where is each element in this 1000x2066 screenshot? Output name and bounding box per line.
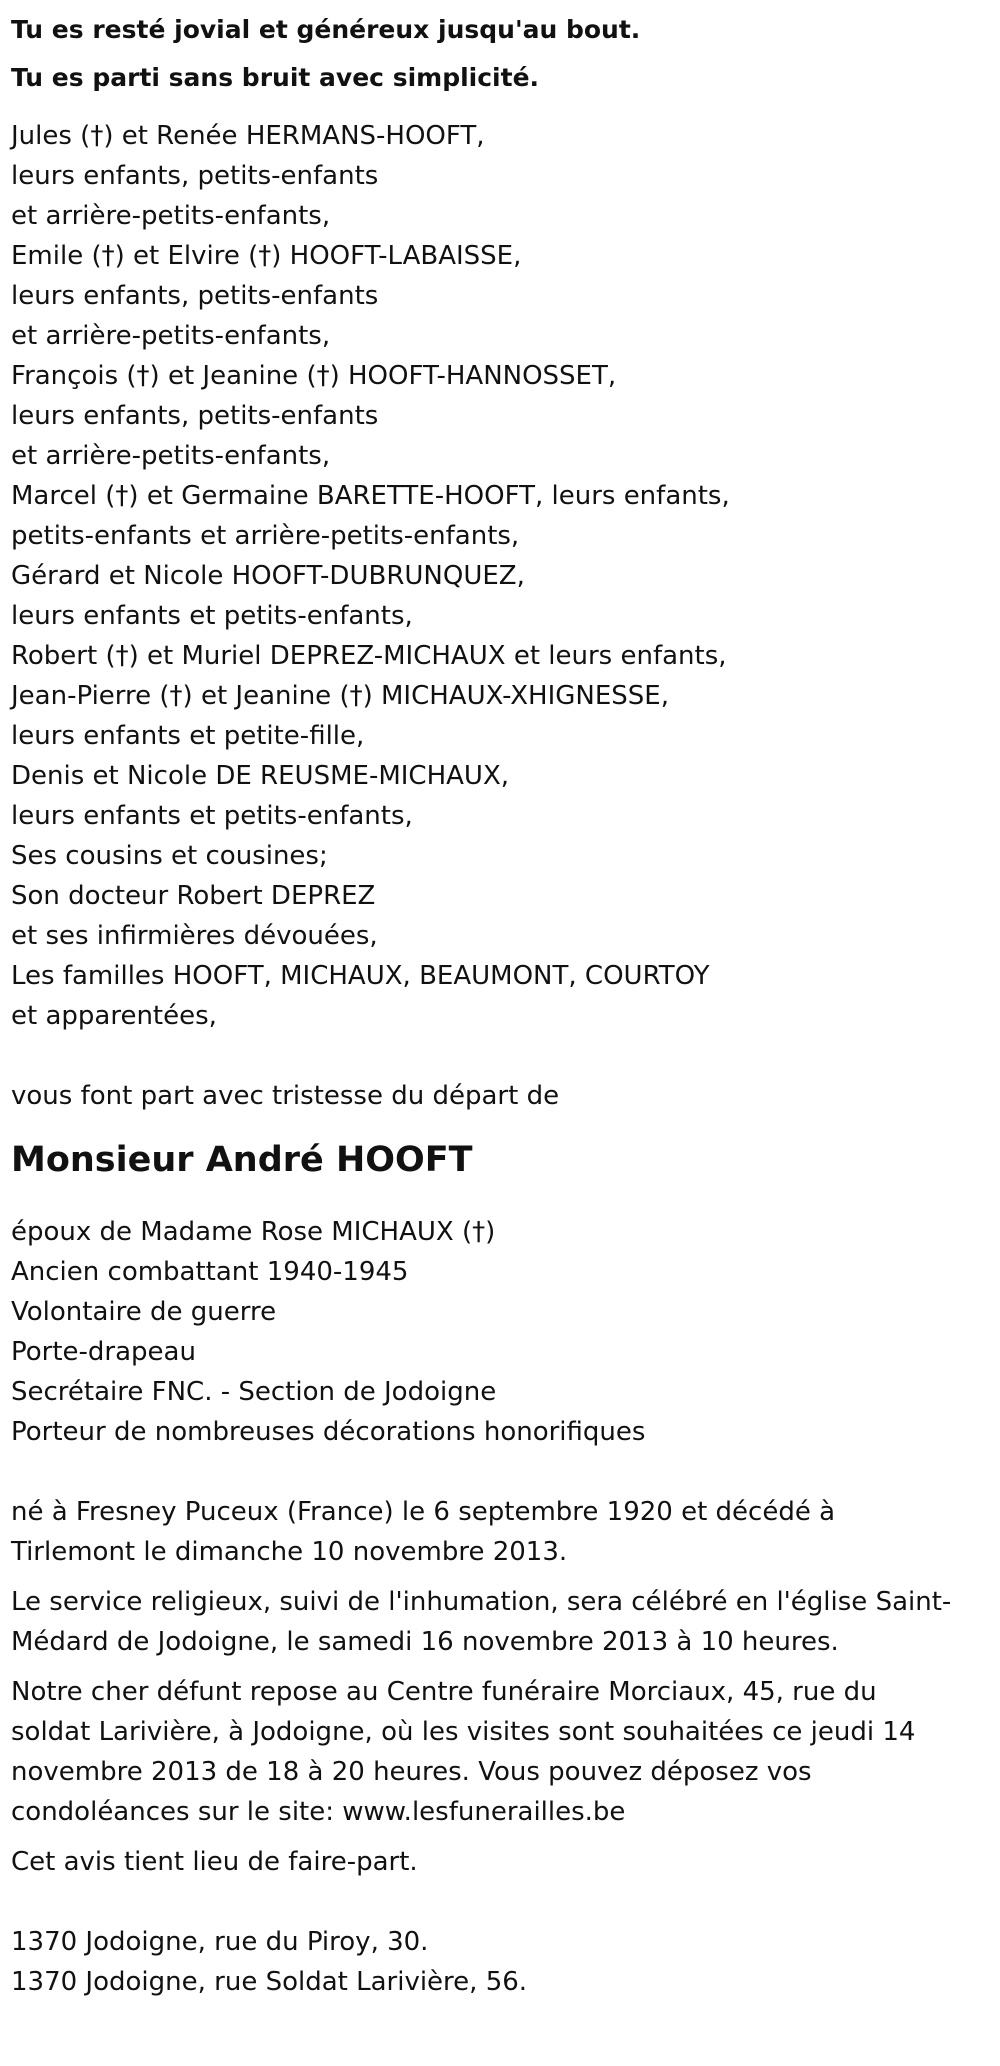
family-line: leurs enfants, petits-enfants [11,401,379,431]
details-list [11,1212,1000,1452]
service-line: Médard de Jodoigne, le samedi 16 novembre 2013 à 10 heures. [11,1627,839,1657]
visits-line: Notre cher défunt repose au Centre funéraire Morciaux, 45, rue du [11,1677,877,1707]
family-line: Ses cousins et cousines; [11,841,328,871]
addresses-list [11,1922,1000,2002]
family-line: Marcel (†) et Germaine BARETTE-HOOFT, leurs enfants, [11,481,730,511]
family-line: Jules (†) et Renée HERMANS-HOOFT, [11,121,485,151]
family-line: leurs enfants, petits-enfants [11,161,379,191]
family-line: leurs enfants et petits-enfants, [11,601,413,631]
visits-line: soldat Larivière, à Jodoigne, où les visites sont souhaitées ce jeudi 14 [11,1717,916,1747]
family-line: Robert (†) et Muriel DEPREZ-MICHAUX et leurs enfants, [11,641,727,671]
deceased-name: Monsieur André HOOFT [11,1140,473,1180]
detail-line: Porteur de nombreuses décorations honorifiques [11,1417,646,1447]
notice-text: Cet avis tient lieu de faire-part. [11,1847,418,1877]
family-line: Jean-Pierre (†) et Jeanine (†) MICHAUX-XHIGNESSE, [11,681,669,711]
family-line: leurs enfants et petits-enfants, [11,801,413,831]
family-line: leurs enfants, petits-enfants [11,281,379,311]
family-line: et arrière-petits-enfants, [11,201,331,231]
visits-line: novembre 2013 de 18 à 20 heures. Vous pouvez déposez vos [11,1757,812,1787]
intro-section [11,6,1000,102]
visits-paragraph [11,1672,971,1832]
family-line: et ses infirmières dévouées, [11,921,378,951]
birth-death-paragraph [11,1492,971,1572]
birth-death-line: né à Fresney Puceux (France) le 6 septembre 1920 et décédé à [11,1497,836,1527]
service-line: Le service religieux, suivi de l'inhumation, sera célébré en l'église Saint- [11,1587,952,1617]
service-paragraph [11,1582,971,1662]
family-line: Son docteur Robert DEPREZ [11,881,376,911]
family-line: Denis et Nicole DE REUSME-MICHAUX, [11,761,510,791]
detail-line: Porte-drapeau [11,1337,196,1367]
detail-line: époux de Madame Rose MICHAUX (†) [11,1217,496,1247]
family-line: Gérard et Nicole HOOFT-DUBRUNQUEZ, [11,561,525,591]
family-line: leurs enfants et petite-fille, [11,721,365,751]
intro-line: Tu es resté jovial et généreux jusqu'au bout. [11,15,641,44]
family-line: et apparentées, [11,1001,217,1031]
detail-line: Volontaire de guerre [11,1297,277,1327]
address-line: 1370 Jodoigne, rue du Piroy, 30. [11,1927,429,1957]
family-line: François (†) et Jeanine (†) HOOFT-HANNOSSET, [11,361,617,391]
family-line: et arrière-petits-enfants, [11,321,331,351]
family-line: Emile (†) et Elvire (†) HOOFT-LABAISSE, [11,241,522,271]
announcement-text: vous font part avec tristesse du départ de [11,1081,560,1111]
family-line: et arrière-petits-enfants, [11,441,331,471]
intro-line: Tu es parti sans bruit avec simplicité. [11,63,540,92]
birth-death-line: Tirlemont le dimanche 10 novembre 2013. [11,1537,568,1567]
family-list [11,116,1000,1036]
visits-line: condoléances sur le site: www.lesfunerailles.be [11,1797,626,1827]
detail-line: Secrétaire FNC. - Section de Jodoigne [11,1377,497,1407]
family-line: petits-enfants et arrière-petits-enfants, [11,521,520,551]
family-line: Les familles HOOFT, MICHAUX, BEAUMONT, COURTOY [11,961,710,991]
detail-line: Ancien combattant 1940-1945 [11,1257,409,1287]
address-line: 1370 Jodoigne, rue Soldat Larivière, 56. [11,1967,528,1997]
